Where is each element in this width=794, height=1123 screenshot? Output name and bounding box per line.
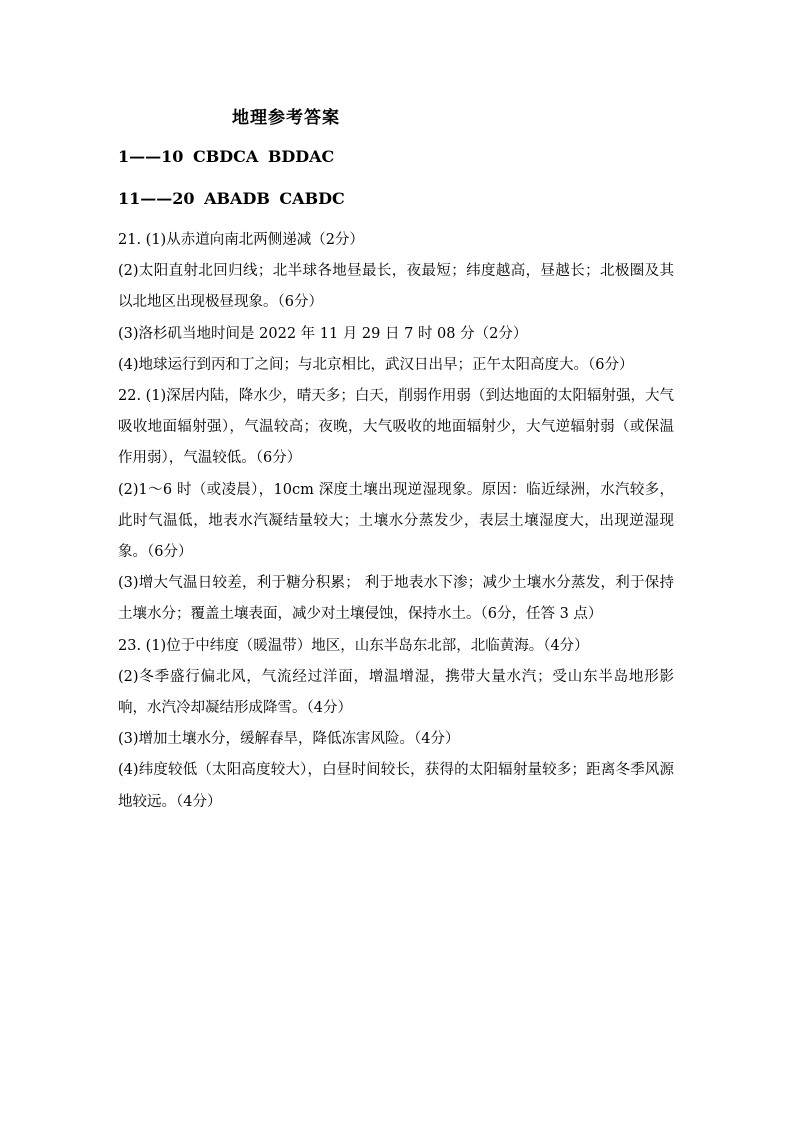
answer-21-4: (4)地球运行到丙和丁之间；与北京相比，武汉日出早；正午太阳高度大。（6分） xyxy=(118,356,634,373)
choice-answers-11-20: 11——20 ABADB CABDC xyxy=(118,189,345,208)
answer-23-2: (2)冬季盛行偏北风，气流经过洋面，增温增湿，携带大量水汽；受山东半岛地形影响，水汽冷却凝结形成降雪。（4分） xyxy=(118,668,674,717)
choice-answers-1-10: 1——10 CBDCA BDDAC xyxy=(118,147,335,166)
answer-23-4: (4)纬度较低（太阳高度较大），白昼时间较长，获得的太阳辐射量较多；距离冬季风源地较远。（4分） xyxy=(118,762,674,810)
answer-21-3: (3)洛杉矶当地时间是 2022 年 11 月 29 日 7 时 08 分（2分） xyxy=(118,325,528,342)
answer-23-1: 23. (1)位于中纬度（暖温带）地区，山东半岛东北部，北临黄海。（4分） xyxy=(118,637,589,654)
answer-22-1: 22. (1)深居内陆，降水少，晴天多；白天，削弱作用弱（到达地面的太阳辐射强，大气吸收地面辐射强），气温较高；夜晚，大气吸收的地面辐射少，大气逆辐射弱（或保温作用弱），气温较低。（6分） xyxy=(118,388,674,467)
document-title: 地理参考答案 xyxy=(232,108,340,128)
answer-body xyxy=(118,225,674,818)
answer-22-2: (2)1～6 时（或凌晨），10cm 深度土壤出现逆湿现象。原因：临近绿洲，水汽较多，此时气温低，地表水汽凝结量较大；土壤水分蒸发少，表层土壤湿度大，出现逆湿现象。（6分） xyxy=(118,481,674,561)
answer-21-2: (2)太阳直射北回归线；北半球各地昼最长，夜最短；纬度越高，昼越长；北极圈及其以北地区出现极昼现象。（6分） xyxy=(118,263,674,311)
answer-22-3: (3)增大气温日较差，利于糖分积累； 利于地表水下渗；减少土壤水分蒸发，利于保持土壤水分；覆盖土壤表面，减少对土壤侵蚀，保持水土。（6分，任答 3 点） xyxy=(118,575,674,623)
answer-23-3: (3)增加土壤水分，缓解春旱，降低冻害风险。（4分） xyxy=(118,731,460,748)
answer-21-1: 21. (1)从赤道向南北两侧递减（2分） xyxy=(118,232,364,248)
